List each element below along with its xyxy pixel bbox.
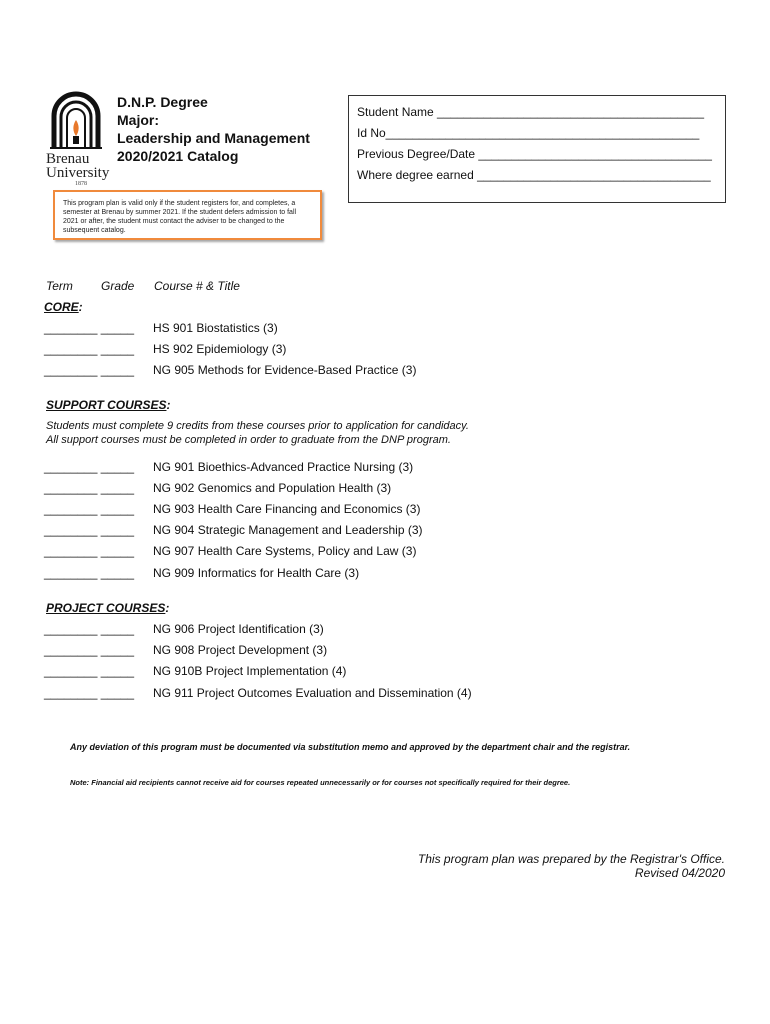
where-degree-earned-field[interactable]: Where degree earned ___________________________________ bbox=[357, 168, 711, 182]
term-grade-blank[interactable]: ________ _____ bbox=[44, 523, 135, 537]
arch-logo-icon bbox=[46, 90, 106, 150]
term-grade-blank[interactable]: ________ _____ bbox=[44, 544, 135, 558]
course-row bbox=[44, 622, 324, 636]
course-title: NG 909 Informatics for Health Care (3) bbox=[153, 566, 360, 580]
term-grade-blank[interactable]: ________ _____ bbox=[44, 686, 135, 700]
term-grade-blank[interactable]: ________ _____ bbox=[44, 502, 135, 516]
deviation-note: Any deviation of this program must be documented via substitution memo and approved by the department chair and the registrar. bbox=[70, 742, 631, 752]
previous-degree-field[interactable]: Previous Degree/Date ___________________________________ bbox=[357, 147, 712, 161]
project-heading-text: PROJECT COURSES bbox=[46, 601, 166, 615]
major-name: Leadership and Management bbox=[117, 130, 310, 146]
term-grade-blank[interactable]: ________ _____ bbox=[44, 622, 135, 636]
degree-title: D.N.P. Degree bbox=[117, 94, 208, 110]
course-row bbox=[44, 664, 347, 678]
course-title: NG 906 Project Identification (3) bbox=[153, 622, 324, 636]
student-name-field[interactable]: Student Name ________________________________________ bbox=[357, 105, 704, 119]
term-grade-blank[interactable]: ________ _____ bbox=[44, 643, 135, 657]
course-row bbox=[44, 363, 417, 377]
term-grade-blank[interactable]: ________ _____ bbox=[44, 664, 135, 678]
course-title: HS 902 Epidemiology (3) bbox=[153, 342, 287, 356]
catalog-notice-box: This program plan is valid only if the student registers for, and completes, a semester at Brenau by summer 2021. If the student defers admission to fall 2021 or after, the student must contact the adviser to be changed to the subsequent catalog. bbox=[53, 190, 322, 240]
course-row bbox=[44, 544, 417, 558]
course-title: NG 908 Project Development (3) bbox=[153, 643, 328, 657]
degree-title-block bbox=[117, 93, 310, 165]
catalog-year: 2020/2021 Catalog bbox=[117, 148, 239, 164]
financial-aid-note: Note: Financial aid recipients cannot receive aid for courses repeated unnecessarily or for courses not specifically required for their degree. bbox=[70, 778, 571, 787]
course-row bbox=[44, 481, 392, 495]
project-heading: PROJECT COURSES: bbox=[46, 601, 170, 615]
course-row bbox=[44, 523, 423, 537]
core-heading-text: CORE bbox=[44, 300, 79, 314]
course-row bbox=[44, 342, 287, 356]
course-row bbox=[44, 460, 414, 474]
course-title: HS 901 Biostatistics (3) bbox=[153, 321, 278, 335]
course-title: NG 903 Health Care Financing and Economics (3) bbox=[153, 502, 421, 516]
support-note-1: Students must complete 9 credits from these courses prior to application for candidacy. bbox=[46, 420, 469, 432]
col-term: Term bbox=[46, 279, 73, 293]
logo-year: 1878 bbox=[75, 181, 87, 187]
course-row bbox=[44, 502, 421, 516]
logo-text-university: University bbox=[46, 165, 110, 181]
course-row bbox=[44, 566, 360, 580]
course-row bbox=[44, 643, 328, 657]
student-id-field[interactable]: Id No_______________________________________________ bbox=[357, 126, 700, 140]
course-title: NG 910B Project Implementation (4) bbox=[153, 664, 347, 678]
course-row bbox=[44, 686, 472, 700]
course-title: NG 901 Bioethics-Advanced Practice Nursing (3) bbox=[153, 460, 414, 474]
term-grade-blank[interactable]: ________ _____ bbox=[44, 566, 135, 580]
term-grade-blank[interactable]: ________ _____ bbox=[44, 321, 135, 335]
support-heading: SUPPORT COURSES: bbox=[46, 398, 171, 412]
course-title: NG 907 Health Care Systems, Policy and Law (3) bbox=[153, 544, 417, 558]
student-info-box bbox=[348, 95, 726, 203]
term-grade-blank[interactable]: ________ _____ bbox=[44, 460, 135, 474]
revised-date: Revised 04/2020 bbox=[634, 866, 725, 880]
logo-text-brenau: Brenau bbox=[46, 151, 90, 167]
course-title: NG 904 Strategic Management and Leadership (3) bbox=[153, 523, 423, 537]
term-grade-blank[interactable]: ________ _____ bbox=[44, 363, 135, 377]
course-title: NG 902 Genomics and Population Health (3) bbox=[153, 481, 392, 495]
core-heading: CORE: bbox=[44, 300, 83, 314]
col-course: Course # & Title bbox=[154, 279, 240, 293]
prepared-by: This program plan was prepared by the Registrar's Office. bbox=[417, 852, 725, 866]
term-grade-blank[interactable]: ________ _____ bbox=[44, 481, 135, 495]
major-label: Major: bbox=[117, 112, 159, 128]
support-note-2: All support courses must be completed in order to graduate from the DNP program. bbox=[46, 434, 451, 446]
col-grade: Grade bbox=[101, 279, 135, 293]
course-title: NG 905 Methods for Evidence-Based Practice (3) bbox=[153, 363, 417, 377]
course-title: NG 911 Project Outcomes Evaluation and Dissemination (4) bbox=[153, 686, 472, 700]
support-heading-text: SUPPORT COURSES bbox=[46, 398, 167, 412]
course-row bbox=[44, 321, 278, 335]
term-grade-blank[interactable]: ________ _____ bbox=[44, 342, 135, 356]
